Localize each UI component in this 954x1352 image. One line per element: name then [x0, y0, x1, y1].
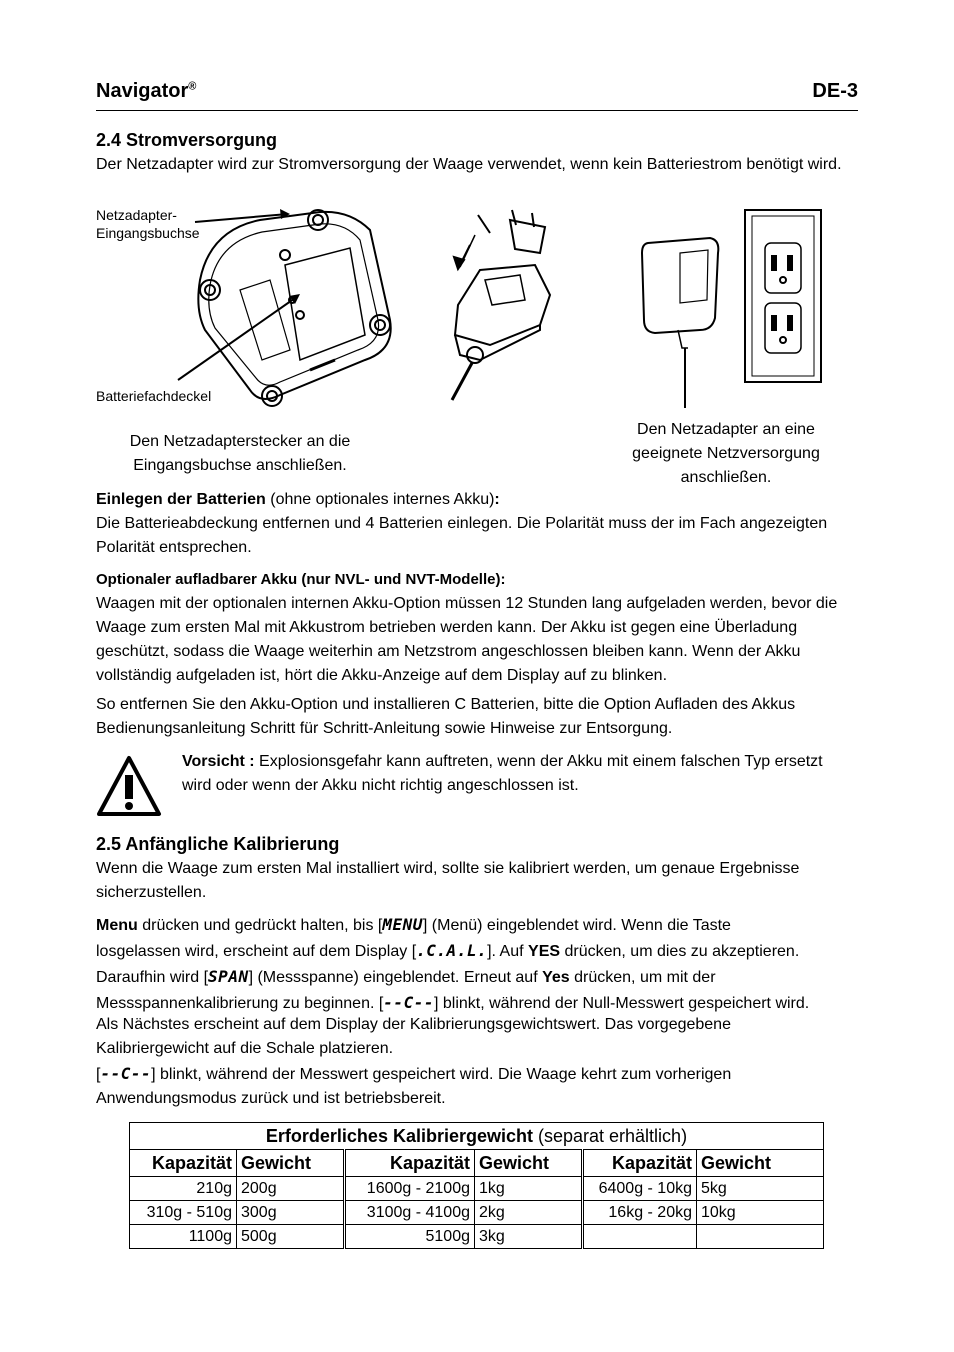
label-battery-cover: Batteriefachdeckel	[96, 388, 212, 404]
calibration-intro: Wenn die Waage zum ersten Mal installiert wird, sollte sie kalibriert werden, um genaue Ergebnisse sicherzustellen.	[96, 860, 800, 901]
label-input-socket: Netzadapter- Eingangsbuchse	[96, 207, 200, 241]
lcd-cal: .C.A.L.	[416, 941, 488, 960]
section-heading-calibration: 2.5 Anfängliche Kalibrierung	[96, 834, 340, 854]
table-header-row: Kapazität Gewicht Kapazität Gewicht Kapazität Gewicht	[130, 1150, 824, 1177]
calibration-weight-table	[129, 1122, 824, 1249]
lcd-span: SPAN	[208, 967, 249, 986]
calibration-final-text: [--C--] blinkt, während der Messwert gespeichert wird. Die Waage kehrt zum vorherigen Anwendungsmodus zurück und ist betriebsbereit.	[96, 1064, 732, 1107]
remove-paragraph: So entfernen Sie den Akku-Option und installieren C Batterien, bitte die Option Aufladen des Akkus Bedienungsanleitung Schritt für Schritt-Anleitung sowie Hinweise zur Entsorgung.	[96, 696, 796, 737]
warning-text: Vorsicht : Explosionsgefahr kann auftreten, wenn der Akku mit einem falschen Typ ersetzt wird oder wenn der Akku nicht richtig angeschlossen ist.	[182, 753, 823, 794]
table-row: 210g 200g 1600g - 2100g 1kg 6400g - 10kg 5kg	[130, 1177, 824, 1201]
battery-paragraph: Einlegen der Batterien (ohne optionales internes Akku): Die Batterieabdeckung entfernen und 4 Batterien einlegen. Die Polarität muss der im Fach angezeigten Polarität entsprechen.	[96, 491, 828, 556]
table-title: Erforderliches Kalibriergewicht (separat erhältlich)	[130, 1123, 824, 1150]
adapter-outlet-illustration	[630, 208, 830, 413]
caption-right: Den Netzadapter an eine geeignete Netzversorgung anschließen.	[632, 421, 820, 486]
brand-title: Navigator®	[96, 80, 197, 102]
table-row: 310g - 510g 300g 3100g - 4100g 2kg 16kg - 20kg 10kg	[130, 1201, 824, 1225]
warning-icon	[96, 755, 162, 817]
power-intro: Der Netzadapter wird zur Stromversorgung der Waage verwendet, wenn kein Batteriestrom benötigt wird.	[96, 156, 842, 173]
lcd-c: --C--	[383, 993, 434, 1012]
caption-left: Den Netzadapterstecker an die Eingangsbuchse anschließen.	[129, 433, 351, 474]
adapter-plug-illustration	[440, 205, 570, 405]
calibration-weight-text: Als Nächstes erscheint auf dem Display der Kalibrierungsgewichtswert. Das vorgegebene Kalibriergewicht auf die Schale platzieren.	[96, 1016, 731, 1057]
table-row: 1100g 500g 5100g 3kg	[130, 1225, 824, 1249]
rechargeable-paragraph: Optionaler aufladbarer Akku (nur NVL- und NVT-Modelle): Waagen mit der optionalen internen Akku-Option müssen 12 Stunden lang aufgeladen werden, bevor die Waage zum ersten Mal mit Akkustrom betrieben werden kann. Der Akku ist gegen eine Überladung geschützt, sodass die Waage weiterhin am Netzstrom angeschlossen bleiben kann. Wenn der Akku vollständig aufgeladen ist, hört die Akku-Anzeige auf dem Display auf zu blinken.	[96, 571, 838, 684]
lcd-menu: MENU	[382, 915, 423, 934]
section-heading-power: 2.4 Stromversorgung	[96, 130, 278, 150]
calibration-steps: Menu drücken und gedrückt halten, bis [MENU] (Menü) eingeblendet wird. Wenn die Taste losgelassen wird, erscheint auf dem Display [.C.A.L.]. Auf YES drücken, um dies zu akzeptieren. Daraufhin wird [SPAN] (Messspanne) eingeblendet. Erneut auf Yes drücken, um mit der Messspannenkalibrierung zu beginnen. [--C--] blinkt, während der Null-Messwert gespeichert wird.	[96, 915, 810, 1012]
page-number: DE-3	[812, 80, 858, 102]
